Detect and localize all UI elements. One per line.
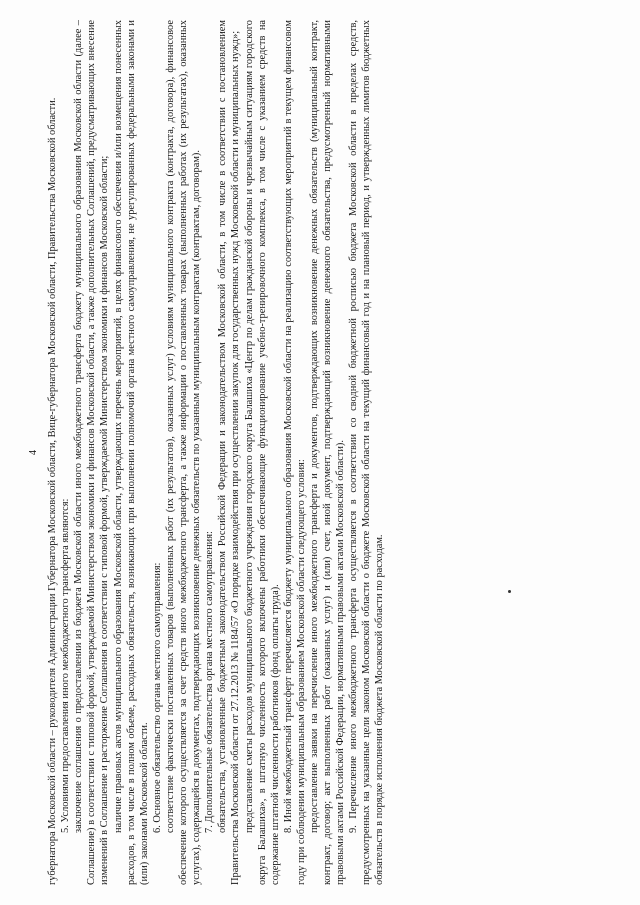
page-number: 4 bbox=[28, 449, 39, 456]
paragraph: предоставление заявки на перечисление иного межбюджетного трансферта и документов, подтверждающих возникновение денежных обязательств (муниципальный контракт, контракт, договор; акт выполненных работ (оказанных услуг) и (или) счет, иной документ, подтверждающий возникновение денежного обязательства, предусмотренный нормативными правовыми актами Российской Федерации, нормативными правовыми актами Московской области). bbox=[308, 20, 347, 885]
paragraph: губернатора Московской области – руководителя Администрации Губернатора Московской области, Вице-губернатора Московской области, Правительства Московской области. bbox=[47, 97, 59, 885]
paragraph: обязательства, установленные бюджетным законодательством Российской Федерации и законодательством Московской области, в том числе в соответствии с постановлением Правительства Московской области от 27.12.2013 № 1184/57 «О порядке взаимодействия при осуществлении закупок для государственных нужд Московской области и муниципальных нужд»; bbox=[217, 20, 242, 885]
paragraph: соответствие фактически поставленных товаров (выполненных работ (их результатов), оказанных услуг) условиям муниципального контракта (контракта, договора), финансовое обеспечение которого осуществляется за счет средств иного межбюджетного трансферта, а также информации о поставленных товарах (выполненных работах (их результатах), оказанных услугах), содержащейся в документах, подтверждающих возникновение денежных обязательств по указанным муниципальным контрактам (контрактам, договорам). bbox=[164, 20, 203, 885]
paragraph: 5. Условиями предоставления иного межбюджетного трансферта являются: bbox=[60, 498, 72, 833]
paragraph: 7. Дополнительные обязательства органа местного самоуправления: bbox=[204, 531, 216, 833]
scan-speck bbox=[508, 590, 511, 593]
paragraph: наличие правовых актов муниципального образования Московской области, утверждающих перечень мероприятий, в целях финансового обеспечения и/или возмещения понесенных расходов, в том числе в полном объеме, расходных обязательств, возникающих при выполнении полномочий органа местного самоуправления, не урегулированных федеральными законами и (или) законами Московской области. bbox=[112, 20, 150, 885]
paragraph-list bbox=[46, 20, 386, 885]
paragraph: 8. Иной межбюджетный трансферт перечисляется бюджету муниципального образования Московской области на реализацию соответствующих мероприятий в текущем финансовом году при соблюдении муниципальным образованием Московской области следующего условия: bbox=[282, 20, 307, 885]
paragraph: заключение соглашения о предоставлении из бюджета Московской области иного межбюджетного трансферта бюджету муниципального образования Московской области (далее – Соглашение) в соответствии с типовой формой, утверждаемой Министерством экономики и финансов Московской области, а также дополнительных Соглашений, предусматривающих внесение изменений в Соглашение и расторжение Соглашения в соответствии с типовой формой, утверждаемой Министерством экономики и финансов Московской области; bbox=[73, 20, 111, 885]
rotated-page-content bbox=[27, 20, 612, 885]
paragraph: представление сметы расходов муниципального бюджетного учреждения городского округа Балашиха «Центр по делам гражданской обороны и чрезвычайным ситуациям городского округа Балашиха», в штатную численность которого включены работники обеспечивающие функционирование учебно-тренировочного комплекса, в том числе с указанием средств на содержание штатной численности работников (фонд оплаты труда). bbox=[243, 20, 281, 885]
paragraph: 6. Основное обязательство органа местного самоуправления: bbox=[151, 562, 163, 833]
paragraph: 9. Перечисление иного межбюджетного трансферта осуществляется в соответствии со сводной бюджетной росписью бюджета Московской области в пределах средств, предусмотренных на указанные цели законом Московской области о бюджете Московской области на текущий финансовый год и на плановый период, и утвержденных лимитов бюджетных обязательств в порядке исполнения бюджета Московской области по расходам. bbox=[348, 20, 386, 885]
